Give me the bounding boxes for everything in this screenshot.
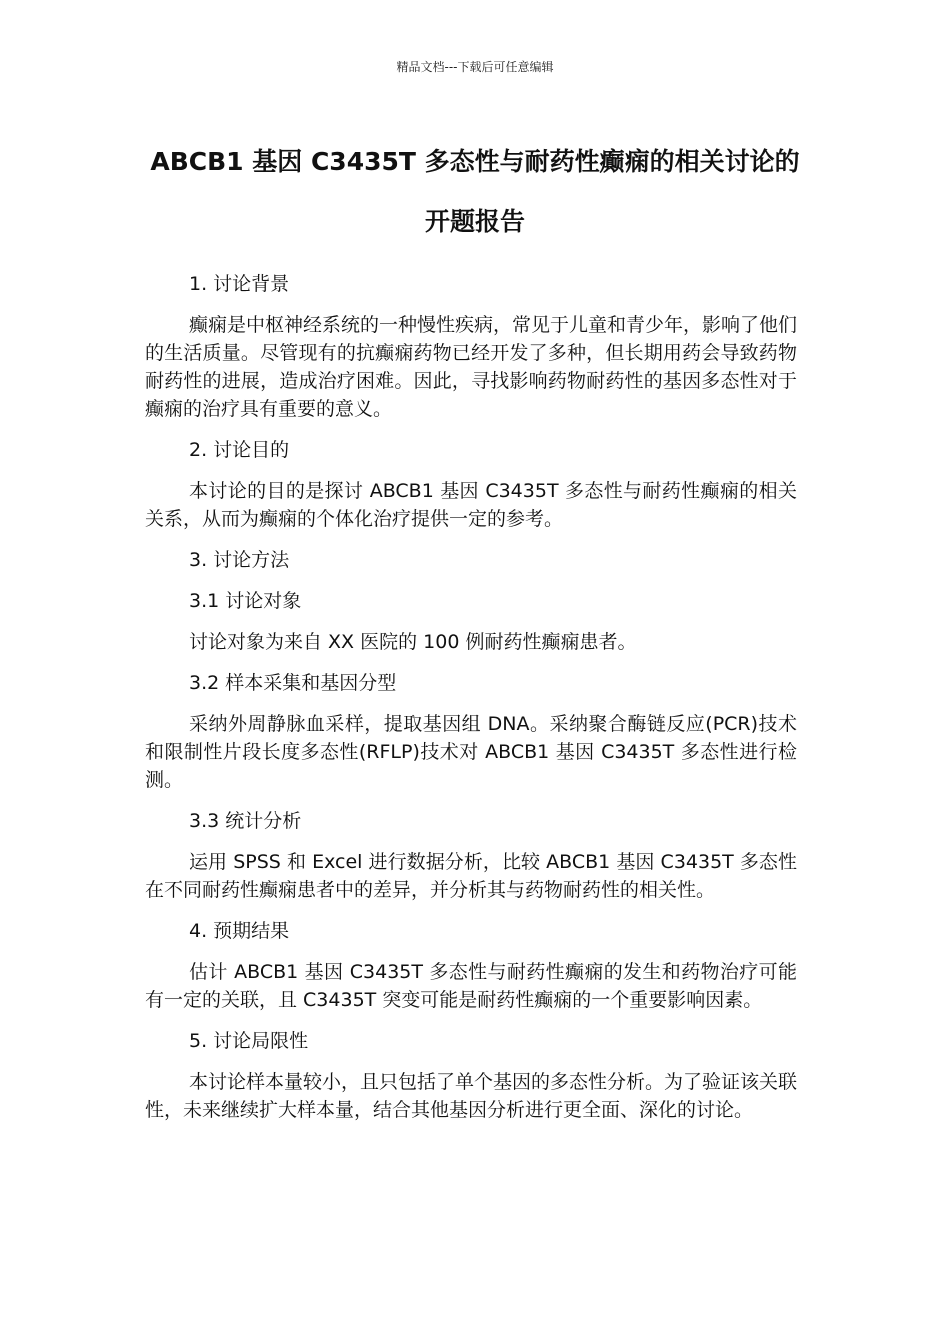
paragraph-purpose: 本讨论的目的是探讨 ABCB1 基因 C3435T 多态性与耐药性癫痫的相关关系，从而为癫痫的个体化治疗提供一定的参考。 [145, 480, 797, 530]
section-heading-methods: 3. 讨论方法 [189, 549, 290, 571]
paragraph-subjects: 讨论对象为来自 XX 医院的 100 例耐药性癫痫患者。 [189, 631, 637, 653]
paragraph-limitations: 本讨论样本量较小，且只包括了单个基因的多态性分析。为了验证该关联性，未来继续扩大样本量，结合其他基因分析进行更全面、深化的讨论。 [145, 1071, 798, 1121]
paragraph-background: 癫痫是中枢神经系统的一种慢性疾病，常见于儿童和青少年，影响了他们的生活质量。尽管现有的抗癫痫药物已经开发了多种，但长期用药会导致药物耐药性的进展，造成治疗困难。因此，寻找影响药物耐药性的基因多态性对于癫痫的治疗具有重要的意义。 [145, 314, 798, 420]
paragraph-expected-results: 估计 ABCB1 基因 C3435T 多态性与耐药性癫痫的发生和药物治疗可能有一定的关联，且 C3435T 突变可能是耐药性癫痫的一个重要影响因素。 [145, 961, 797, 1011]
document-title: ABCB1 基因 C3435T 多态性与耐药性癫痫的相关讨论的开题报告 [150, 147, 800, 236]
section-heading-background: 1. 讨论背景 [189, 273, 290, 295]
header-note: 精品文档---下载后可任意编辑 [396, 60, 554, 74]
subsection-heading-sampling: 3.2 样本采集和基因分型 [189, 672, 397, 694]
section-heading-expected-results: 4. 预期结果 [189, 920, 290, 942]
subsection-heading-statistics: 3.3 统计分析 [189, 810, 302, 832]
section-heading-purpose: 2. 讨论目的 [189, 439, 290, 461]
document-body [145, 270, 797, 1124]
section-heading-limitations: 5. 讨论局限性 [189, 1030, 309, 1052]
paragraph-statistics: 运用 SPSS 和 Excel 进行数据分析，比较 ABCB1 基因 C3435T 多态性在不同耐药性癫痫患者中的差异，并分析其与药物耐药性的相关性。 [145, 851, 797, 901]
subsection-heading-subjects: 3.1 讨论对象 [189, 590, 302, 612]
paragraph-sampling: 采纳外周静脉血采样，提取基因组 DNA。采纳聚合酶链反应(PCR)技术和限制性片段长度多态性(RFLP)技术对 ABCB1 基因 C3435T 多态性进行检测。 [145, 713, 797, 791]
